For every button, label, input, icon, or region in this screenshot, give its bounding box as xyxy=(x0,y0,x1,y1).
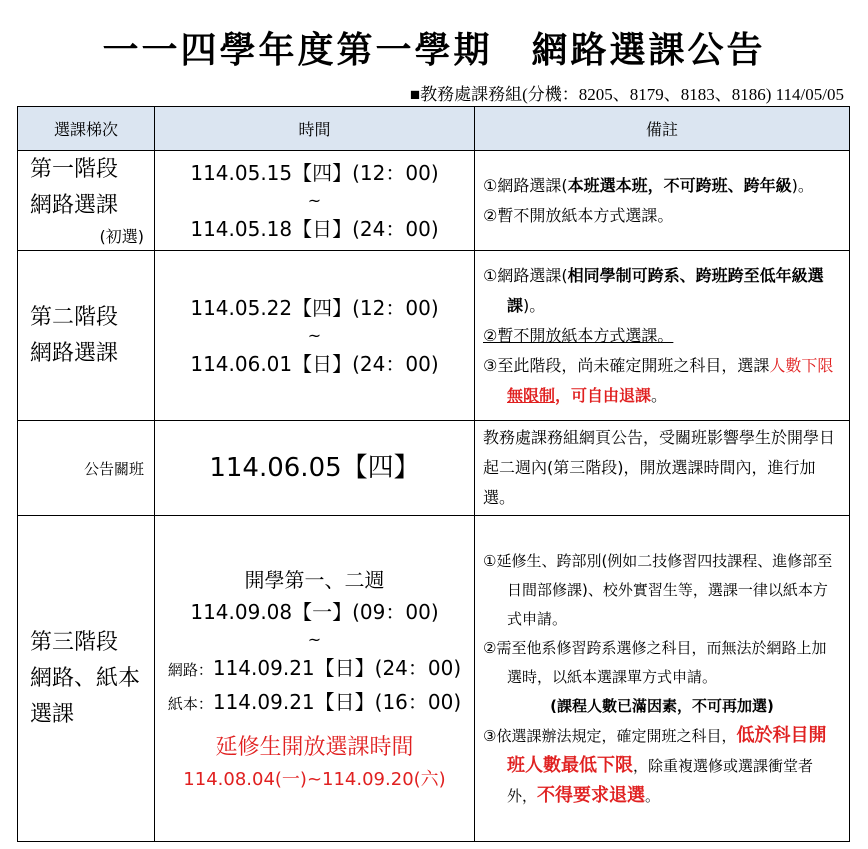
note-item: ②暫不開放紙本方式選課。 xyxy=(483,325,674,345)
note-cell xyxy=(475,516,850,842)
range-tilde: ~ xyxy=(307,629,322,649)
note-cell xyxy=(475,251,850,421)
stage-name: 第二階段 xyxy=(30,304,119,330)
table-row xyxy=(18,251,850,421)
note-item: ②暫不開放紙本方式選課。 xyxy=(483,205,674,225)
note-cell xyxy=(475,151,850,251)
note-item: ①延修生、跨部別(例如二技修習四技課程、進修部至日間部修課)、校外實習生等，選課一律以紙本方式申請。 xyxy=(483,551,833,628)
note-item: (課程人數已滿因素，不可再加選) xyxy=(550,696,774,715)
table-row xyxy=(18,151,850,251)
end-time: 114.05.18【日】(24：00) xyxy=(190,216,439,241)
header-stage: 選課梯次 xyxy=(18,107,155,151)
stage-cell xyxy=(18,516,155,842)
note-item: ③至此階段，尚未確定開班之科目，選課人數下限無限制，可自由退課。 xyxy=(483,355,834,405)
stage-name: 選課 xyxy=(30,701,75,727)
stage-name: 網路選課 xyxy=(30,192,119,218)
range-tilde: ~ xyxy=(307,190,322,210)
header-time: 時間 xyxy=(155,107,475,151)
extension-title: 延修生開放選課時間 xyxy=(215,734,414,760)
page-title: 一一四學年度第一學期 網路選課公告 xyxy=(102,30,766,71)
announce-date: 114.06.05【四】 xyxy=(209,452,420,483)
paper-end: 紙本：114.09.21【日】(16：00) xyxy=(167,689,462,714)
table-row xyxy=(18,516,850,842)
extension-range: 114.08.04(一)~114.09.20(六) xyxy=(183,768,446,790)
department-info: ■教務處課務組(分機：8205、8179、8183、8186) 114/05/05 xyxy=(409,85,844,104)
end-time: 114.06.01【日】(24：00) xyxy=(190,351,439,376)
stage-name: 第三階段 xyxy=(30,629,119,655)
time-cell xyxy=(155,151,475,251)
table-row xyxy=(18,421,850,516)
stage-cell: 公告關班 xyxy=(18,421,155,516)
time-cell xyxy=(155,421,475,516)
online-end: 網路：114.09.21【日】(24：00) xyxy=(167,655,462,680)
note-cell: 教務處課務組網頁公告，受關班影響學生於開學日起二週內(第三階段)，開放選課時間內，進行加選。 xyxy=(475,421,850,516)
header-row xyxy=(18,107,850,151)
header-note: 備註 xyxy=(475,107,850,151)
weeks-label: 開學第一、二週 xyxy=(244,567,385,592)
start-time: 114.09.08【一】(09：00) xyxy=(190,599,439,624)
range-tilde: ~ xyxy=(307,325,322,345)
stage-sub: (初選) xyxy=(99,226,144,246)
start-time: 114.05.15【四】(12：00) xyxy=(190,160,439,185)
stage-name: 網路、紙本 xyxy=(30,665,141,691)
time-cell xyxy=(155,251,475,421)
start-time: 114.05.22【四】(12：00) xyxy=(190,295,439,320)
stage-name: 第一階段 xyxy=(30,156,119,182)
stage-cell xyxy=(18,251,155,421)
stage-name: 網路選課 xyxy=(30,340,119,366)
schedule-table xyxy=(17,106,850,842)
time-cell xyxy=(155,516,475,842)
note-item: ②需至他系修習跨系選修之科目，而無法於網路上加選時，以紙本選課單方式申請。 xyxy=(483,638,827,686)
note-item: ①網路選課(本班選本班，不可跨班、跨年級)。 xyxy=(483,175,814,195)
note-item: ①網路選課(相同學制可跨系、跨班跨至低年級選課)。 xyxy=(483,265,824,315)
note-item: ③依選課辦法規定，確定開班之科目，低於科目開班人數最低下限，除重複選修或選課衝堂者外，不得要求退選。 xyxy=(483,724,827,806)
stage-cell xyxy=(18,151,155,251)
